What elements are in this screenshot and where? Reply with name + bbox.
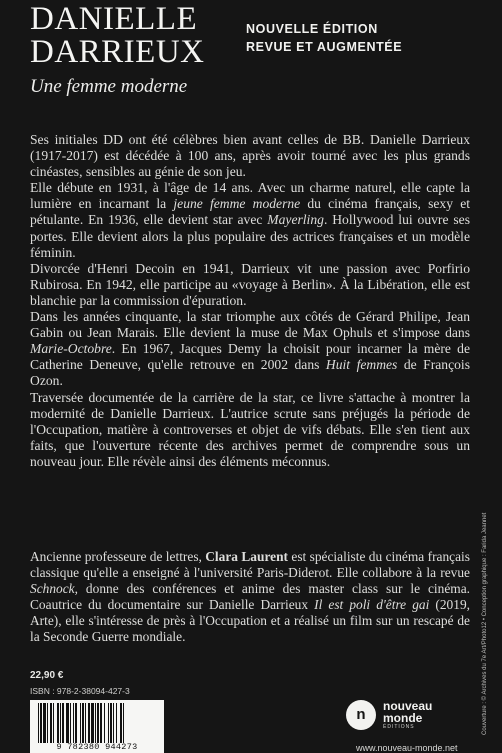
- barcode-bar: [40, 703, 42, 743]
- text-span: . Hollywood lui ouvre ses portes. Elle devient alors la plus populaire des actrices françaises et un modèle féminin.: [30, 212, 470, 260]
- text-span: Dans les années cinquante, la star triomphe aux côtés de Gérard Philipe, Jean Gabin ou Jean Marais. Elle devient la muse de Max Ophuls et s'impose dans: [30, 309, 470, 341]
- barcode-bar: [116, 703, 117, 743]
- italic-span: Marie-Octobre: [30, 341, 112, 357]
- blurb-paragraph-1: Ses initiales DD ont été célèbres bien avant celles de BB. Danielle Darrieux (1917-2017) est décédée à 100 ans, après avoir tourné avec les plus grands cinéastes, sensibles au génie de son jeu.: [30, 132, 470, 180]
- title-line-2: DARRIEUX: [30, 34, 205, 70]
- italic-span: Il est poli d'être gai: [314, 597, 430, 613]
- text-span: du cinéma français, sexy et pétulante. En 1936, elle devient star avec: [30, 196, 471, 228]
- barcode-bar: [38, 703, 39, 743]
- edition-line-1: NOUVELLE ÉDITION: [246, 22, 378, 36]
- barcode-bar: [123, 703, 124, 743]
- publisher-name-line-2: monde: [383, 711, 423, 725]
- barcode-bar: [88, 703, 90, 743]
- author-name: Clara Laurent: [205, 549, 288, 564]
- blurb-paragraph-5: Traversée documentée de la carrière de la star, ce livre s'attache à montrer la modernité de Danielle Darrieux. L'autrice scrute sans préjugés la période de l'Occupation, matière à controverses et objet de vifs débats. Elle s'en tient aux faits, que l'ouverture récente des archives permet de comprendre sous un nouveau jour. Elle révèle ainsi des éléments méconnus.: [30, 389, 470, 469]
- barcode-bar: [85, 703, 86, 743]
- publisher-logo: [346, 699, 456, 733]
- blurb-paragraph-2: [30, 180, 470, 260]
- barcode-bar: [47, 703, 48, 743]
- text-span: Elle débute en 1931, à l'âge de 14 ans. Avec un charme naturel, elle capte la lumière en incarnant la: [30, 180, 470, 212]
- barcode-bar: [50, 703, 52, 743]
- publisher-sub: ÉDITIONS: [383, 724, 415, 730]
- barcode-bar: [100, 703, 102, 743]
- blurb-paragraph-3: Divorcée d'Henri Decoin en 1941, Darrieux vit une passion avec Porfirio Rubirosa. En 1942, elle participe au «voyage à Berlin». À la Libération, elle est blanchie par la commission d'épuration.: [30, 260, 470, 308]
- barcode-bar: [60, 703, 61, 743]
- title-line-1: DANIELLE: [30, 1, 198, 37]
- barcode-bar: [43, 703, 46, 743]
- blurb-paragraph-4: [30, 309, 470, 389]
- barcode-bar: [91, 703, 94, 743]
- text-span: de François Ozon.: [30, 357, 470, 389]
- barcode-bar: [113, 703, 114, 743]
- text-span: , donne des conférences et anime des master class sur le cinéma. Coautrice du documentaire sur Danielle Darrieux: [30, 581, 470, 613]
- barcode-bar: [62, 703, 64, 743]
- text-span: est spécialiste du cinéma français classique qu'elle a enseigné à l'université Paris-Diderot. Elle collabore à la revue: [30, 549, 470, 581]
- barcode-bar: [80, 703, 81, 743]
- italic-span: Schnock: [30, 581, 75, 597]
- edition-label: [246, 20, 402, 56]
- publisher-name: [383, 700, 432, 724]
- barcode-bar: [53, 703, 54, 743]
- barcode-bar: [75, 703, 77, 743]
- cover-credits: Couverture : © Archives du 7e Art/Photo12 • Conception graphique : Farida Jeannet: [482, 512, 488, 735]
- barcode-bar: [104, 703, 105, 743]
- barcode-bar: [82, 703, 84, 743]
- barcode-bar: [73, 703, 74, 743]
- barcode-bar: [70, 703, 71, 743]
- barcode-digits: 9 782380 944273: [56, 742, 138, 752]
- italic-span: jeune femme moderne: [173, 196, 301, 212]
- barcode-bar: [57, 703, 59, 743]
- book-subtitle: Une femme moderne: [30, 76, 188, 97]
- italic-span: Huit femmes: [325, 357, 398, 373]
- barcode-bar: [95, 703, 96, 743]
- barcode-bar: [110, 703, 112, 743]
- edition-line-2: REVUE ET AUGMENTÉE: [246, 40, 403, 54]
- author-bio: [30, 549, 470, 646]
- text-span: (2019, Arte), elle s'intéresse de près à l'Occupation et a réalisé un film sur un rescapé de la Seconde Guerre mondiale.: [30, 597, 470, 645]
- text-span: Ancienne professeure de lettres,: [30, 549, 206, 564]
- price: 22,90 €: [30, 670, 64, 681]
- publisher-website: www.nouveau-monde.net: [356, 743, 458, 753]
- barcode-bar: [66, 703, 69, 743]
- publisher-logo-mark: n: [346, 700, 376, 730]
- publisher-name-line-1: nouveau: [383, 699, 433, 713]
- barcode: [30, 700, 164, 753]
- barcode-bar: [108, 703, 109, 743]
- italic-span: Mayerling: [267, 212, 324, 228]
- blurb: [30, 132, 470, 470]
- text-span: . En 1967, Jacques Demy la choisit pour incarner la mère de Catherine Deneuve, qu'elle retrouve en 2002 dans: [30, 341, 470, 373]
- author-paragraph: [30, 549, 470, 646]
- barcode-bar: [120, 703, 122, 743]
- barcode-bar: [97, 703, 99, 743]
- barcode-bars: [30, 700, 164, 744]
- book-title: [30, 3, 205, 69]
- isbn: ISBN : 978-2-38094-427-3: [30, 686, 130, 696]
